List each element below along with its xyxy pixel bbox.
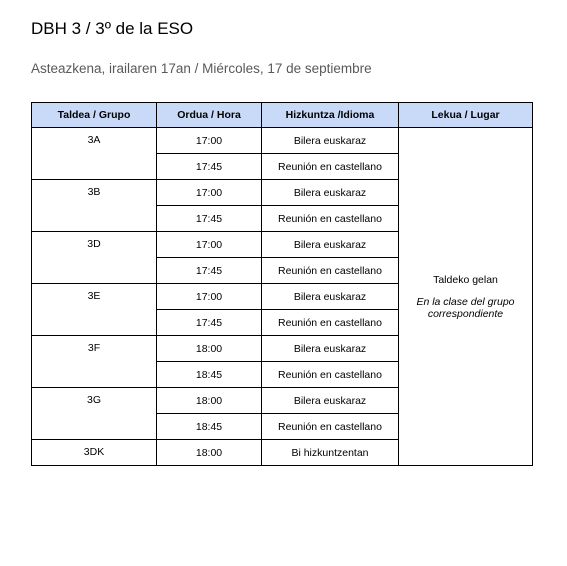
time-cell: 17:45 [157,310,262,336]
language-cell: Bi hizkuntzentan [262,440,399,466]
time-cell: 18:00 [157,388,262,414]
header-place: Lekua / Lugar [399,103,533,128]
language-cell: Reunión en castellano [262,154,399,180]
group-cell: 3F [32,336,157,388]
table-row [32,128,533,154]
language-cell: Bilera euskaraz [262,388,399,414]
place-cell [399,128,533,466]
time-cell: 17:00 [157,128,262,154]
language-cell: Reunión en castellano [262,414,399,440]
group-cell: 3G [32,388,157,440]
place-note-text: En la clase del grupo correspondiente [416,295,515,320]
time-cell: 18:00 [157,336,262,362]
table-header-row [32,103,533,128]
language-cell: Reunión en castellano [262,362,399,388]
language-cell: Bilera euskaraz [262,284,399,310]
time-cell: 17:00 [157,180,262,206]
language-cell: Bilera euskaraz [262,180,399,206]
document-subtitle: Asteazkena, irailaren 17an / Miércoles, 17 de septiembre [31,61,372,76]
language-cell: Reunión en castellano [262,310,399,336]
group-cell: 3DK [32,440,157,466]
place-main-text: Taldeko gelan [433,273,498,286]
language-cell: Bilera euskaraz [262,128,399,154]
header-group: Taldea / Grupo [32,103,157,128]
time-cell: 17:45 [157,258,262,284]
time-cell: 17:45 [157,206,262,232]
group-cell: 3A [32,128,157,180]
time-cell: 17:00 [157,232,262,258]
language-cell: Bilera euskaraz [262,232,399,258]
time-cell: 18:45 [157,414,262,440]
language-cell: Reunión en castellano [262,206,399,232]
language-cell: Reunión en castellano [262,258,399,284]
language-cell: Bilera euskaraz [262,336,399,362]
group-cell: 3D [32,232,157,284]
document-title: DBH 3 / 3º de la ESO [31,19,194,38]
group-cell: 3B [32,180,157,232]
header-time: Ordua / Hora [157,103,262,128]
time-cell: 18:00 [157,440,262,466]
meeting-schedule-table [31,102,533,466]
time-cell: 17:00 [157,284,262,310]
group-cell: 3E [32,284,157,336]
time-cell: 17:45 [157,154,262,180]
header-language: Hizkuntza /Idioma [262,103,399,128]
time-cell: 18:45 [157,362,262,388]
